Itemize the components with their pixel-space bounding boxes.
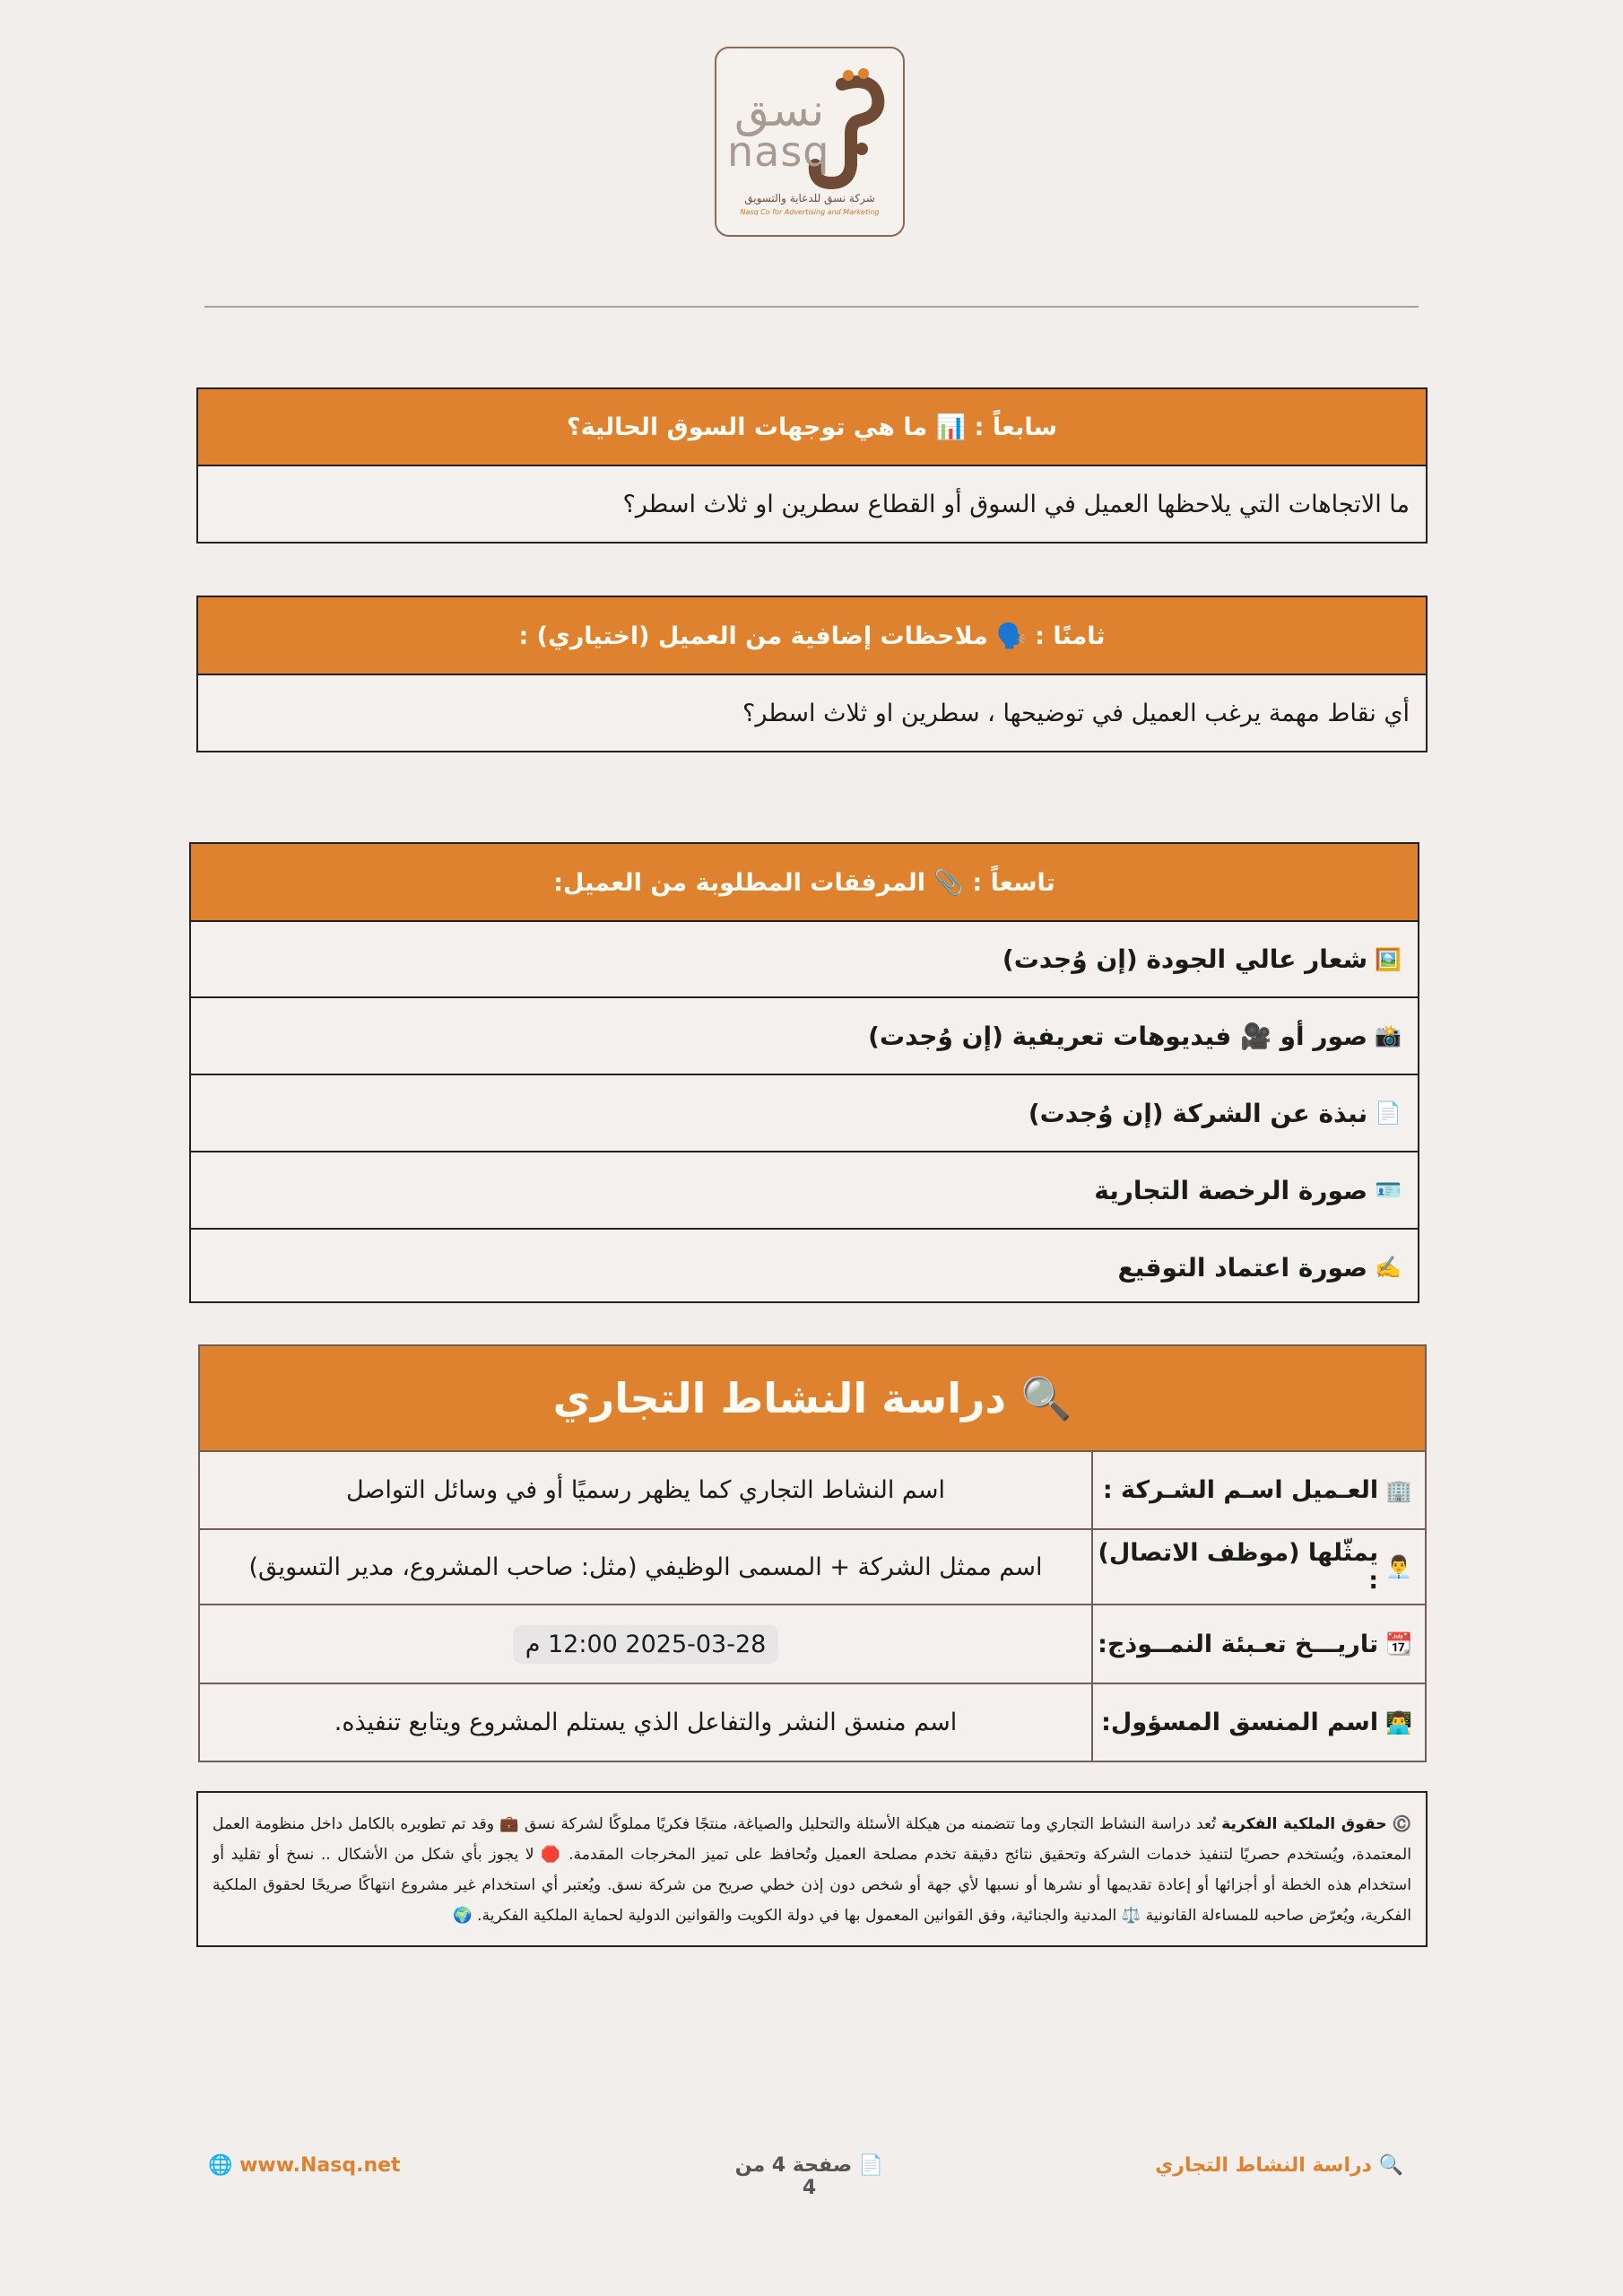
row-label bbox=[1091, 1452, 1425, 1528]
footer-doc-title-text: 🔍 دراسة النشاط التجاري bbox=[1155, 2154, 1403, 2177]
label-text: يمثّلها (موظف الاتصال) : bbox=[1098, 1539, 1379, 1595]
section-body-row bbox=[198, 466, 1426, 542]
calendar-icon: 📆 bbox=[1385, 1631, 1412, 1657]
section-body-text: ما الاتجاهات التي يلاحظها العميل في السوق أو القطاع سطرين او ثلاث اسطر؟ bbox=[622, 490, 1410, 518]
footer-website[interactable] bbox=[208, 2154, 401, 2177]
page-number-text: 📄 صفحة 4 من 4 bbox=[734, 2154, 884, 2199]
table-row bbox=[200, 1684, 1425, 1761]
table-row bbox=[200, 1530, 1425, 1605]
section-body-text: أي نقاط مهمة يرغب العميل في توضيحها ، سطرين او ثلاث اسطر؟ bbox=[742, 699, 1410, 727]
contact-person-value: اسم ممثل الشركة + المسمى الوظيفي (مثل: صاحب المشروع، مدير التسويق) bbox=[248, 1552, 1043, 1581]
writing-hand-icon: ✍️ bbox=[1375, 1255, 1402, 1280]
section-required-attachments bbox=[189, 842, 1419, 1303]
technologist-icon: 👨‍💻 bbox=[1385, 1709, 1412, 1735]
globe-icon: 🌐 bbox=[208, 2154, 233, 2177]
company-logo bbox=[715, 47, 905, 237]
rights-text: تُعد دراسة النشاط التجاري وما تتضمنه من هيكلة الأسئلة والتحليل والصياغة، منتجًا فكريًا مملوكًا لشركة نسق 💼 وقد تم تطويره بالكامل داخل منظومة العمل المعتمدة، ويُستخدم حصريًا لتنفيذ خدمات الشركة وتحقيق نتائج دقيقة تخدم مصلحة العميل وتُحافظ على تميز المخرجات المقدمة. 🛑 لا يجوز بأي شكل من الأشكال .. نسخ أو تقليد أو استخدام هذه الخطة أو أجزائها أو إعادة تقديمها أو نشرها أو نسبها لأي جهة أو شخص دون إذن خطي صريح من شركة نسق. ويُعتبر أي استخدام غير مشروع انتهاكًا صريحًا لحقوق الملكية الفكرية، ويُعرّض صاحبه للمساءلة القانونية ⚖️ المدنية والجنائية، وفق القوانين المعمول بها في دولة الكويت والقوانين الدولية لحماية الملكية الفكرية. 🌍 bbox=[213, 1815, 1411, 1925]
attachment-label: صورة الرخصة التجارية bbox=[1094, 1175, 1368, 1205]
row-label bbox=[1091, 1605, 1425, 1683]
logo-name-ar: نسق bbox=[734, 84, 825, 136]
business-study-title: 🔍 دراسة النشاط التجاري bbox=[200, 1346, 1425, 1452]
attachment-item bbox=[191, 1075, 1418, 1152]
row-label bbox=[1091, 1684, 1425, 1761]
label-text: تاريـــخ تعـبئة النمــوذج: bbox=[1098, 1630, 1379, 1658]
section-header: تاسعاً : 📎 المرفقات المطلوبة من العميل: bbox=[191, 844, 1418, 922]
attachment-item bbox=[191, 998, 1418, 1075]
table-row bbox=[200, 1605, 1425, 1684]
document-icon: 📄 bbox=[1375, 1100, 1402, 1126]
image-icon: 🖼️ bbox=[1375, 946, 1402, 972]
form-date-value: 2025-03-28 12:00 م bbox=[513, 1625, 779, 1664]
label-text: العـميل اسـم الشـركة : bbox=[1102, 1476, 1379, 1504]
attachment-item bbox=[191, 1152, 1418, 1230]
rights-title: حقوق الملكية الفكرية bbox=[1221, 1815, 1387, 1833]
building-icon: 🏢 bbox=[1385, 1477, 1412, 1503]
copyright-icon: ©️ bbox=[1392, 1815, 1412, 1833]
office-worker-icon: 👨‍💼 bbox=[1385, 1554, 1412, 1579]
row-label bbox=[1091, 1530, 1425, 1604]
section-header: ثامنًا : 🗣️ ملاحظات إضافية من العميل (اختياري) : bbox=[198, 597, 1426, 675]
logo-subtitle-en: Nasq Co for Advertising and Marketing bbox=[740, 208, 880, 216]
footer-doc-title bbox=[1155, 2154, 1403, 2177]
website-link[interactable]: www.Nasq.net bbox=[239, 2154, 401, 2177]
date-cell bbox=[200, 1605, 1091, 1683]
logo-name-en: nasq bbox=[727, 127, 830, 176]
attachment-label: شعار عالي الجودة (إن وُجدت) bbox=[1002, 944, 1368, 974]
table-row bbox=[200, 1452, 1425, 1530]
section-header: سابعاً : 📊 ما هي توجهات السوق الحالية؟ bbox=[198, 389, 1426, 466]
attachment-item bbox=[191, 922, 1418, 998]
id-card-icon: 🪪 bbox=[1375, 1178, 1402, 1203]
header-divider bbox=[204, 306, 1419, 308]
footer-page-number bbox=[726, 2154, 892, 2199]
attachment-label: صورة اعتماد التوقيع bbox=[1117, 1252, 1368, 1283]
attachment-item bbox=[191, 1230, 1418, 1305]
section-additional-notes bbox=[196, 596, 1428, 752]
section-market-trends bbox=[196, 387, 1428, 544]
attachment-label: صور أو 🎥 فيديوهات تعريفية (إن وُجدت) bbox=[868, 1021, 1368, 1051]
attachment-label: نبذة عن الشركة (إن وُجدت) bbox=[1028, 1098, 1368, 1128]
label-text: اسم المنسق المسؤول: bbox=[1101, 1709, 1379, 1736]
coordinator-value: اسم منسق النشر والتفاعل الذي يستلم المشروع ويتابع تنفيذه. bbox=[334, 1709, 958, 1736]
business-study-table bbox=[198, 1344, 1427, 1762]
intellectual-property-notice bbox=[196, 1791, 1428, 1947]
logo-subtitle-ar: شركة نسق للدعاية والتسويق bbox=[744, 192, 875, 204]
camera-icon: 📸 bbox=[1375, 1023, 1402, 1048]
company-name-value: اسم النشاط التجاري كما يظهر رسميًا أو في وسائل التواصل bbox=[345, 1476, 946, 1504]
section-body-row bbox=[198, 675, 1426, 751]
